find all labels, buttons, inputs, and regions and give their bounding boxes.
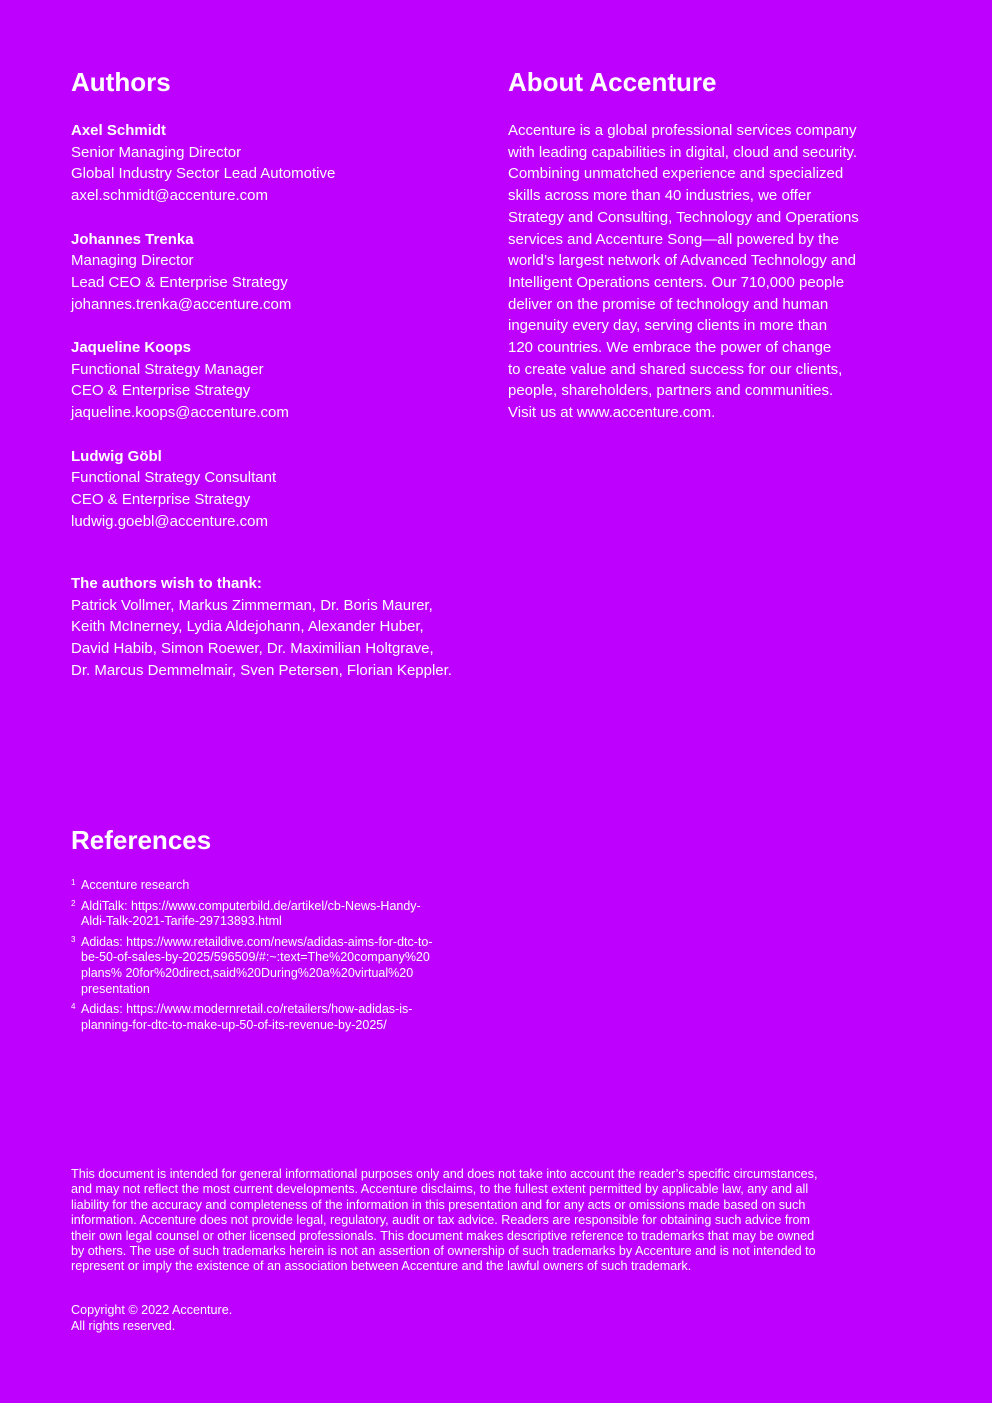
author-email-link[interactable]: ludwig.goebl@accenture.com	[71, 512, 268, 530]
acknowledgements-line: David Habib, Simon Roewer, Dr. Maximilian Holtgrave,	[71, 640, 434, 658]
reference-number: 2	[71, 898, 76, 908]
rights-line: All rights reserved.	[71, 1318, 176, 1333]
author-email-link[interactable]: jaqueline.koops@accenture.com	[71, 404, 289, 422]
reference-link[interactable]: AldiTalk: https://www.computerbild.de/artikel/cb-News-Handy-	[81, 898, 421, 913]
author-name: Axel Schmidt	[71, 122, 167, 139]
authors-heading: Authors	[71, 67, 171, 97]
author-title: Functional Strategy Consultant	[71, 469, 277, 487]
disclaimer-line: liability for the accuracy and completeness of the information in this presentation and for any acts or omissions made based on such	[71, 1197, 806, 1212]
disclaimer-line: by others. The use of such trademarks herein is not an assertion of ownership of such trademarks by Accenture and is not intended to	[71, 1244, 816, 1259]
disclaimer-line: their own legal counsel or other licensed professionals. This document makes descriptive reference to trademarks that may be owned	[71, 1228, 815, 1243]
author-card	[71, 229, 491, 316]
reference-link[interactable]: plans% 20for%20direct,said%20During%20a%20virtual%20	[81, 965, 414, 980]
about-line: services and Accenture Song—all powered by the	[508, 230, 840, 248]
about-line: deliver on the promise of technology and human	[508, 295, 829, 313]
reference-number: 4	[71, 1002, 76, 1012]
author-role: Global Industry Sector Lead Automotive	[71, 165, 336, 183]
reference-link[interactable]: Adidas: https://www.modernretail.co/retailers/how-adidas-is-	[81, 1002, 413, 1017]
author-role: CEO & Enterprise Strategy	[71, 490, 251, 508]
about-line: Strategy and Consulting, Technology and Operations	[508, 208, 859, 226]
acknowledgements-line: Dr. Marcus Demmelmair, Sven Petersen, Florian Keppler.	[71, 661, 452, 679]
author-card	[71, 337, 491, 424]
references-section	[71, 824, 511, 1038]
acknowledgements-heading: The authors wish to thank:	[71, 575, 262, 592]
author-title: Functional Strategy Manager	[71, 360, 264, 378]
author-name: Jaqueline Koops	[71, 339, 192, 356]
reference-link[interactable]: be-50-of-sales-by-2025/596509/#:~:text=The%20company%20	[81, 950, 430, 965]
references-list	[71, 878, 511, 1033]
about-section	[508, 66, 928, 424]
reference-link[interactable]: Aldi-Talk-2021-Tarife-29713893.html	[81, 914, 282, 929]
disclaimer-line: represent or imply the existence of an association between Accenture and the lawful owners of such trademark.	[71, 1259, 692, 1274]
reference-item	[71, 878, 511, 894]
author-title: Managing Director	[71, 252, 194, 270]
references-heading: References	[71, 825, 212, 855]
author-name: Johannes Trenka	[71, 230, 194, 248]
disclaimer-line: This document is intended for general informational purposes only and does not take into account the reader’s specific circumstances,	[71, 1167, 818, 1181]
reference-item	[71, 935, 511, 997]
about-website-line[interactable]: Visit us at www.accenture.com.	[508, 404, 716, 422]
reference-item	[71, 899, 511, 930]
acknowledgements-line: Patrick Vollmer, Markus Zimmerman, Dr. Boris Maurer,	[71, 596, 433, 614]
about-line: 120 countries. We embrace the power of change	[508, 339, 832, 357]
reference-link[interactable]: presentation	[81, 981, 150, 996]
about-line: ingenuity every day, serving clients in more than	[508, 317, 828, 335]
disclaimer-line: and may not reflect the most current developments. Accenture disclaims, to the fullest extent permitted by applicable law, any and all	[71, 1182, 809, 1197]
about-line: skills across more than 40 industries, we offer	[508, 187, 812, 205]
about-line: world’s largest network of Advanced Technology and	[508, 252, 856, 270]
copyright-line: Copyright © 2022 Accenture.	[71, 1303, 233, 1317]
reference-number: 1	[71, 878, 76, 887]
about-line: people, shareholders, partners and communities.	[508, 382, 834, 400]
copyright-notice	[71, 1303, 232, 1334]
author-email-link[interactable]: johannes.trenka@accenture.com	[71, 295, 292, 313]
authors-section	[71, 66, 491, 532]
author-card	[71, 120, 491, 207]
reference-link[interactable]: planning-for-dtc-to-make-up-50-of-its-revenue-by-2025/	[81, 1017, 387, 1032]
about-line: with leading capabilities in digital, cloud and security.	[508, 143, 858, 161]
about-heading: About Accenture	[508, 67, 717, 97]
about-line: Accenture is a global professional services company	[508, 122, 857, 139]
reference-link[interactable]: Adidas: https://www.retaildive.com/news/adidas-aims-for-dtc-to-	[81, 934, 433, 949]
about-line: Intelligent Operations centers. Our 710,000 people	[508, 273, 845, 291]
author-role: Lead CEO & Enterprise Strategy	[71, 273, 288, 291]
reference-number: 3	[71, 934, 76, 944]
about-line: Combining unmatched experience and specialized	[508, 165, 844, 183]
about-line: to create value and shared success for our clients,	[508, 360, 843, 378]
acknowledgements-line: Keith McInerney, Lydia Aldejohann, Alexander Huber,	[71, 618, 424, 636]
reference-item	[71, 1002, 511, 1033]
about-body	[508, 120, 928, 424]
acknowledgements	[71, 573, 511, 682]
reference-text: Accenture research	[81, 878, 190, 892]
author-title: Senior Managing Director	[71, 143, 242, 161]
author-card	[71, 446, 491, 533]
legal-disclaimer	[71, 1167, 921, 1275]
author-email-link[interactable]: axel.schmidt@accenture.com	[71, 187, 268, 205]
author-role: CEO & Enterprise Strategy	[71, 382, 251, 400]
author-name: Ludwig Göbl	[71, 447, 162, 465]
disclaimer-line: information. Accenture does not provide legal, regulatory, audit or tax advice. Readers are responsible for obtaining such advice from	[71, 1213, 811, 1228]
